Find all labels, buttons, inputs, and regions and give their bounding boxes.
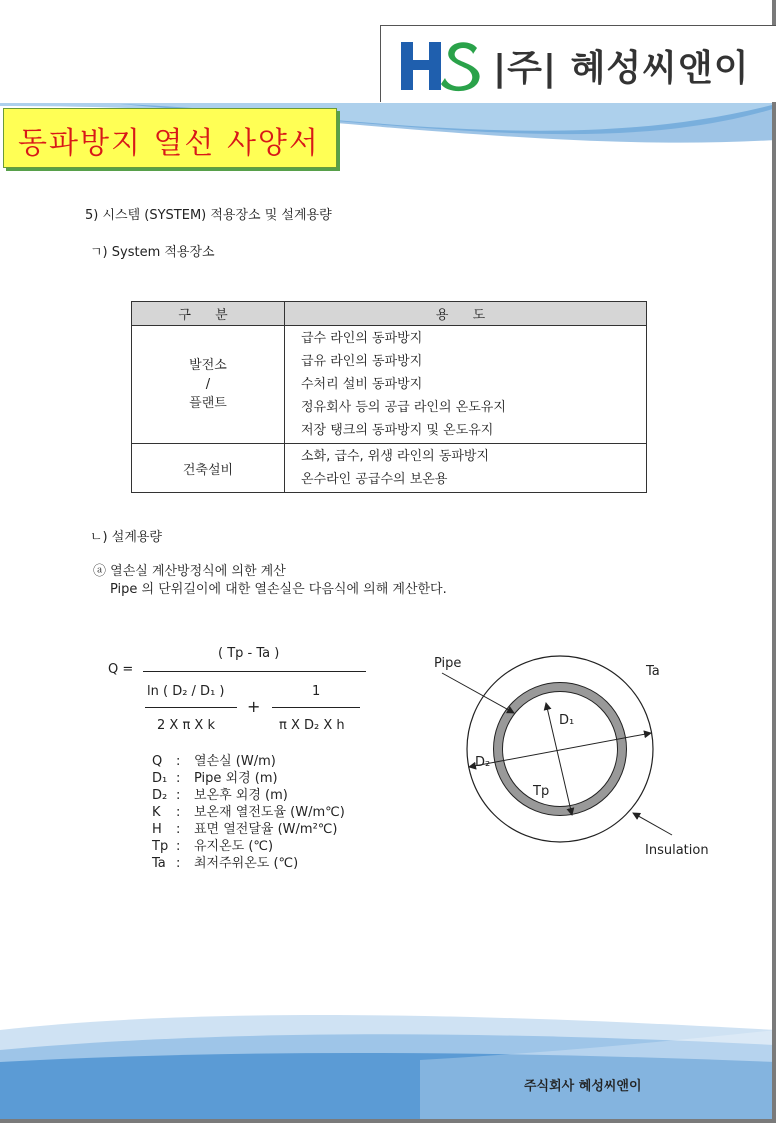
category-text: 플랜트 [189, 396, 227, 411]
formula-main-divider [143, 671, 366, 672]
formula-term1-divider [145, 707, 237, 708]
formula-term1-numerator: ln ( D₂ / D₁ ) [147, 684, 225, 699]
formula-term2-denominator: π X D₂ X h [279, 718, 345, 733]
legend-item: Tp : 유지온도 (℃) [152, 839, 274, 854]
table-cell-uses [285, 444, 647, 493]
d2-label: D₂ [475, 755, 491, 770]
application-table [131, 301, 647, 493]
use-item: 수처리 설비 동파방지 [301, 377, 423, 392]
use-item: 급유 라인의 동파방지 [301, 354, 423, 369]
hs-logo-mark [401, 38, 481, 94]
table-header-use: 용 도 [285, 302, 647, 326]
table-row [132, 326, 647, 444]
formula-term2-divider [272, 707, 360, 708]
use-item: 정유회사 등의 공급 라인의 온도유지 [301, 400, 506, 415]
use-item: 소화, 급수, 위생 라인의 동파방지 [301, 449, 490, 464]
legend-item: H : 표면 열전달율 (W/m²℃) [152, 822, 338, 837]
use-item: 저장 탱크의 동파방지 및 온도유지 [301, 423, 494, 438]
section-heading: 5) 시스템 (SYSTEM) 적용장소 및 설계용량 [85, 208, 332, 223]
formula-term1-denominator: 2 X π X k [157, 718, 215, 733]
formula-term2-numerator: 1 [312, 684, 321, 699]
subsection-a: ㄱ) System 적용장소 [90, 245, 215, 260]
tp-label: Tp [533, 784, 550, 799]
calc-method-line: ⓐ 열손실 계산방정식에 의한 계산 [93, 564, 286, 579]
insulation-label: Insulation [645, 843, 709, 858]
insulation-pointer [633, 813, 672, 835]
table-cell-category [132, 326, 285, 444]
footer-company-name: 주식회사 혜성씨앤이 [524, 1079, 642, 1094]
use-item: 온수라인 공급수의 보온용 [301, 472, 448, 487]
legend-item: Ta : 최저주위온도 (℃) [152, 856, 299, 871]
legend-item: K : 보온재 열전도율 (W/m℃) [152, 805, 345, 820]
d1-label: D₁ [559, 713, 575, 728]
document-title-box [3, 108, 337, 168]
pipe-cross-section-diagram [420, 645, 720, 875]
table-row [132, 444, 647, 493]
table-header-category: 구 분 [132, 302, 285, 326]
company-logo [380, 25, 776, 102]
formula-q-label: Q = [108, 662, 134, 677]
table-header-row [132, 302, 647, 326]
use-item: 급수 라인의 동파방지 [301, 331, 423, 346]
ta-label: Ta [646, 664, 660, 679]
legend-item: D₁ : Pipe 외경 (m) [152, 771, 278, 786]
formula-plus: + [247, 697, 261, 716]
pipe-label: Pipe [434, 656, 462, 671]
table-cell-uses [285, 326, 647, 444]
legend-item: D₂ : 보온후 외경 (m) [152, 788, 288, 803]
category-text: 발전소 [189, 358, 227, 373]
subsection-b: ㄴ) 설계용량 [90, 530, 162, 545]
document-title: 동파방지 열선 사양서 [18, 126, 320, 161]
legend-item: Q : 열손실 (W/m) [152, 754, 276, 769]
category-text: 건축설비 [182, 462, 234, 478]
table-cell-category [132, 444, 285, 493]
company-logo-text: |주| 혜성씨앤이 [493, 48, 750, 89]
category-text: / [205, 377, 211, 392]
calc-description-line: Pipe 의 단위길이에 대한 열손실은 다음식에 의해 계산한다. [110, 582, 447, 597]
formula-numerator: ( Tp - Ta ) [218, 646, 280, 661]
